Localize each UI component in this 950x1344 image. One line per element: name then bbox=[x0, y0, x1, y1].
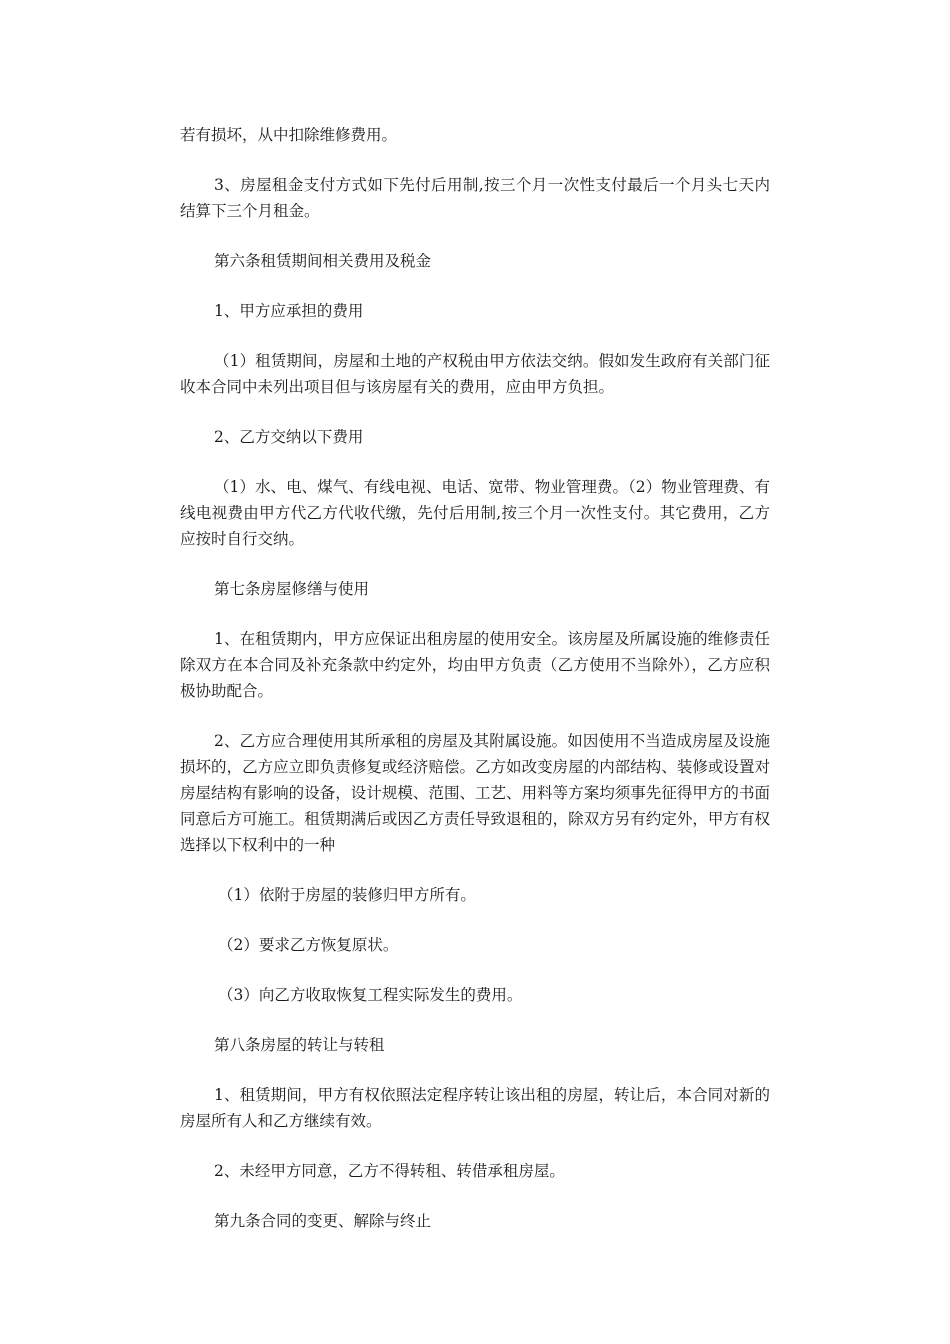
paragraph-property-tax: （1）租赁期间，房屋和土地的产权税由甲方依法交纳。假如发生政府有关部门征收本合同中未列出项目但与该房屋有关的费用，应由甲方负担。 bbox=[180, 352, 770, 396]
paragraph-option-3: （3）向乙方收取恢复工程实际发生的费用。 bbox=[218, 986, 523, 1004]
paragraph-party-b-costs: 2、乙方交纳以下费用 bbox=[214, 428, 364, 446]
document-body bbox=[180, 122, 770, 1258]
paragraph-rent-payment: 3、房屋租金支付方式如下先付后用制,按三个月一次性支付最后一个月头七天内结算下三个月租金。 bbox=[180, 176, 770, 220]
paragraph-option-1: （1）依附于房屋的装修归甲方所有。 bbox=[218, 886, 476, 904]
paragraph-damage-deduction: 若有损坏，从中扣除维修费用。 bbox=[180, 126, 398, 144]
heading-article-7: 第七条房屋修缮与使用 bbox=[214, 580, 370, 598]
paragraph-party-a-costs: 1、甲方应承担的费用 bbox=[214, 302, 364, 320]
paragraph-option-2: （2）要求乙方恢复原状。 bbox=[218, 936, 399, 954]
paragraph-proper-use: 2、乙方应合理使用其所承租的房屋及其附属设施。如因使用不当造成房屋及设施损坏的，乙方应立即负责修复或经济赔偿。乙方如改变房屋的内部结构、装修或设置对房屋结构有影响的设备，设计规模、范围、工艺、用料等方案均须事先征得甲方的书面同意后方可施工。租赁期满后或因乙方责任导致退租的，除双方另有约定外，甲方有权选择以下权利中的一种 bbox=[180, 732, 770, 854]
heading-article-9: 第九条合同的变更、解除与终止 bbox=[214, 1212, 432, 1230]
heading-article-8: 第八条房屋的转让与转租 bbox=[214, 1036, 385, 1054]
heading-article-6: 第六条租赁期间相关费用及税金 bbox=[214, 252, 432, 270]
paragraph-utilities: （1）水、电、煤气、有线电视、电话、宽带、物业管理费。（2）物业管理费、有线电视费由甲方代乙方代收代缴，先付后用制,按三个月一次性支付。其它费用，乙方应按时自行交纳。 bbox=[180, 478, 770, 548]
paragraph-repair-responsibility: 1、在租赁期内，甲方应保证出租房屋的使用安全。该房屋及所属设施的维修责任除双方在本合同及补充条款中约定外，均由甲方负责（乙方使用不当除外），乙方应积极协助配合。 bbox=[180, 630, 770, 700]
paragraph-no-sublet: 2、未经甲方同意，乙方不得转租、转借承租房屋。 bbox=[214, 1162, 565, 1180]
paragraph-transfer: 1、租赁期间，甲方有权依照法定程序转让该出租的房屋，转让后，本合同对新的房屋所有人和乙方继续有效。 bbox=[180, 1086, 770, 1130]
